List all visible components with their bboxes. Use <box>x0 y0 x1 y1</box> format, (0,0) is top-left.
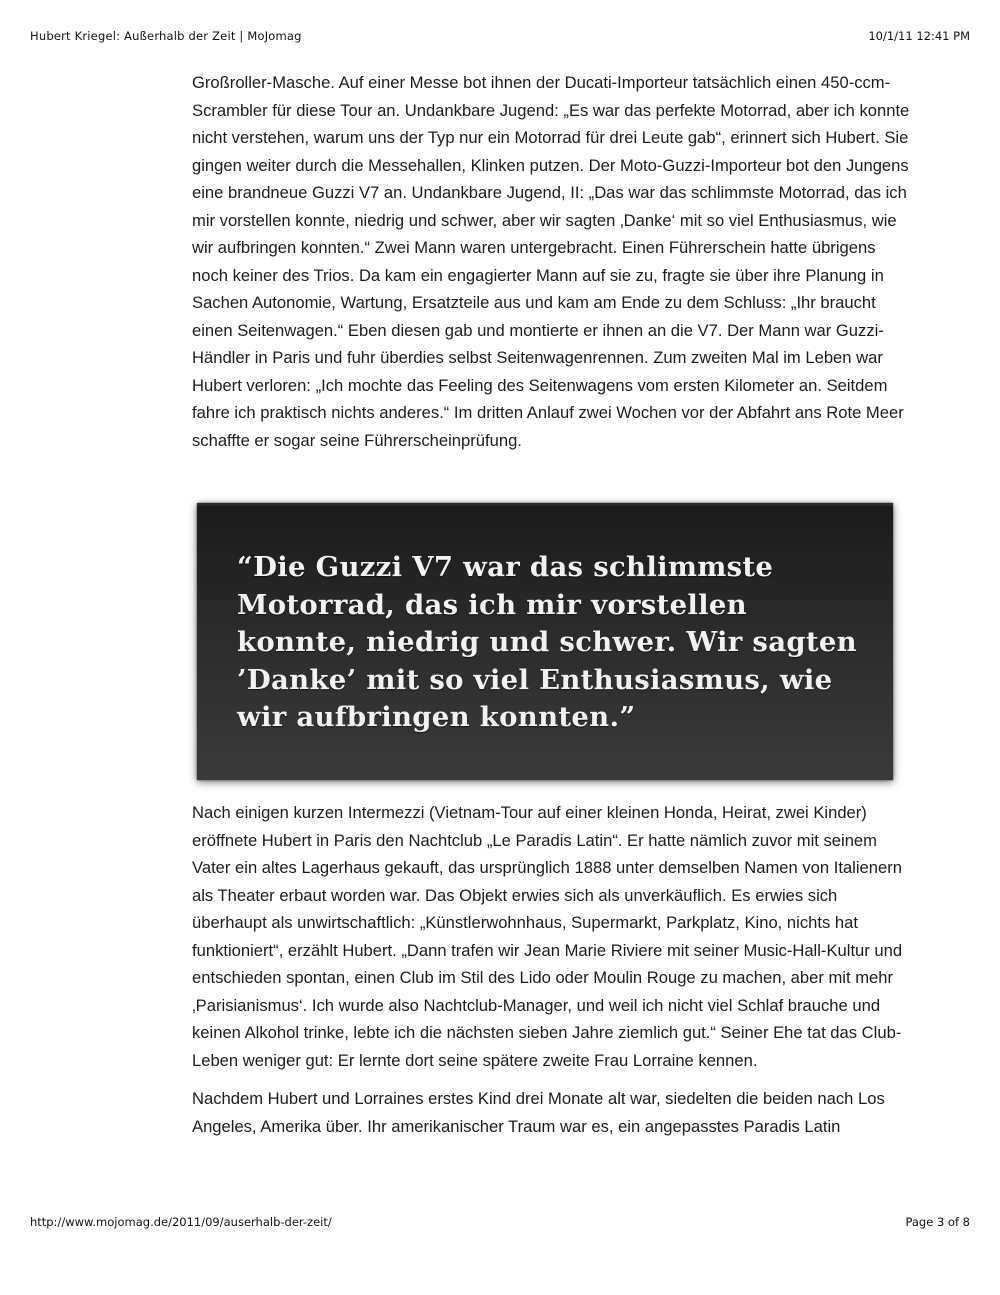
pull-quote-image <box>197 503 893 780</box>
print-header-title: Hubert Kriegel: Außerhalb der Zeit | MoJomag <box>30 29 302 43</box>
article-body <box>192 69 914 454</box>
print-footer-url[interactable]: http://www.mojomag.de/2011/09/auserhalb-der-zeit/ <box>30 1215 332 1229</box>
pull-quote-text: “Die Guzzi V7 war das schlimmste Motorrad, das ich mir vorstellen konnte, niedrig und schwer. Wir sagten ’Danke’ mit so viel Enthusiasmus, wie wir aufbringen konnten.” <box>237 551 857 733</box>
article-body-continued <box>192 799 914 1151</box>
article-paragraph-2: Nach einigen kurzen Intermezzi (Vietnam-Tour auf einer kleinen Honda, Heirat, zwei Kinder) eröffnete Hubert in Paris den Nachtclub „Le Paradis Latin“. Er hatte nämlich zuvor mit seinem Vater ein altes Lagerhaus gekauft, das ursprünglich 1888 unter demselben Namen von Italienern als Theater erbaut worden war. Das Objekt erwies sich als unverkäuflich. Es erwies sich überhaupt als unwirtschaftlich: „Künstlerwohnhaus, Supermarkt, Parkplatz, Kino, nichts hat funktioniert“, erzählt Hubert. „Dann trafen wir Jean Marie Riviere mit seiner Music-Hall-Kultur und entschieden spontan, einen Club im Stil des Lido oder Moulin Rouge zu machen, aber mit mehr ‚Parisianismus‘. Ich wurde also Nachtclub-Manager, und weil ich nicht viel Schlaf brauche und keinen Alkohol trinke, lebte ich die nächsten sieben Jahre ziemlich gut.“ Seiner Ehe tat das Club-Leben weniger gut: Er lernte dort seine spätere zweite Frau Lorraine kennen. <box>192 803 903 1070</box>
article-paragraph-1: Großroller-Masche. Auf einer Messe bot ihnen der Ducati-Importeur tatsächlich einen 450-ccm-Scrambler für diese Tour an. Undankbare Jugend: „Es war das perfekte Motorrad, aber ich konnte nicht verstehen, warum uns der Typ nur ein Motorrad für drei Leute gab“, erinnert sich Hubert. Sie gingen weiter durch die Messehallen, Klinken putzen. Der Moto-Guzzi-Importeur bot den Jungens eine brandneue Guzzi V7 an. Undankbare Jugend, II: „Das war das schlimmste Motorrad, das ich mir vorstellen konnte, niedrig und schwer, aber wir sagten ‚Danke‘ mit so viel Enthusiasmus, wie wir aufbringen konnten.“ Zwei Mann waren untergebracht. Einen Führerschein hatte übrigens noch keiner des Trios. Da kam ein engagierter Mann auf sie zu, fragte sie über ihre Planung in Sachen Autonomie, Wartung, Ersatzteile aus und kam am Ende zu dem Schluss: „Ihr braucht einen Seitenwagen.“ Eben diesen gab und montierte er ihnen an die V7. Der Mann war Guzzi-Händler in Paris und fuhr überdies selbst Seitenwagenrennen. Zum zweiten Mal im Leben war Hubert verloren: „Ich mochte das Feeling des Seitenwagens vom ersten Kilometer an. Seitdem fahre ich praktisch nichts anderes.“ Im dritten Anlauf zwei Wochen vor der Abfahrt ans Rote Meer schaffte er sogar seine Führerscheinprüfung. <box>192 73 910 450</box>
article-paragraph-3: Nachdem Hubert und Lorraines erstes Kind drei Monate alt war, siedelten die beiden nach Los Angeles, Amerika über. Ihr amerikanischer Traum war es, ein angepasstes Paradis Latin <box>192 1089 885 1136</box>
print-footer-page-number: Page 3 of 8 <box>905 1215 970 1229</box>
print-header-datetime: 10/1/11 12:41 PM <box>868 29 970 43</box>
